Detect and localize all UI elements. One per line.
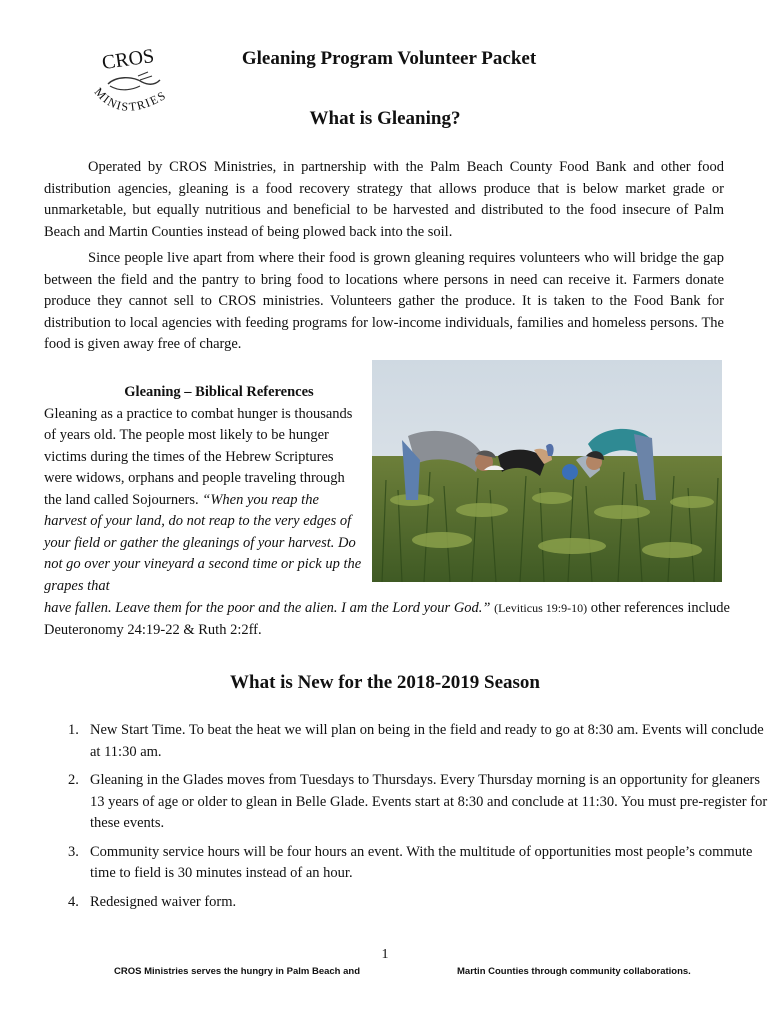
biblical-references-heading: Gleaning – Biblical References <box>124 384 314 400</box>
paragraph-intro: Operated by CROS Ministries, in partnership with the Palm Beach County Food Bank and other food distribution agencies, gleaning is a food recovery strategy that allows produce that is below market grade or unmarketable, but equally nutritious and beneficial to be harvested and distributed to the food insecure of Palm Beach and Martin Counties instead of being plowed back into the soil. <box>44 159 724 240</box>
paragraph-volunteers: Since people live apart from where their food is grown gleaning requires volunteers who will bridge the gap between the field and the pantry to bring food to locations where persons in need can receive it. Farmers donate produce they cannot sell to CROS ministries. Volunteers gather the produce. It is taken to the Food Bank for distribution to local agencies with feeding programs for low-income individuals, families and homeless persons. The food is given away free of charge. <box>44 250 724 352</box>
leviticus-citation: (Leviticus 19:9-10) <box>494 601 588 615</box>
list-item: 4. Redesigned waiver form. <box>68 893 237 910</box>
logo-hands-icon <box>108 78 160 84</box>
leviticus-quote-part2: have fallen. Leave them for the poor and the alien. I am the Lord your God.” <box>44 600 491 616</box>
list-item: 3. Community service hours will be four hours an event. With the multitude of opportunities most people’s commute time to field is 30 minutes instead of an hour. <box>68 843 753 881</box>
list-item: 1. New Start Time. To beat the heat we will plan on being in the field and ready to go at 8:30 am. Events will conclude at 11:30 am. <box>68 722 764 760</box>
whats-new-list <box>44 720 770 920</box>
list-item: 2. Gleaning in the Glades moves from Tuesdays to Thursdays. Every Thursday morning is an opportunity for gleaners 13 years of age or older to glean in Belle Glade. Events start at 8:30 and conclude at 11:30. You must pre-register for these events. <box>68 772 768 831</box>
biblical-quote-continuation <box>44 598 734 641</box>
logo-cros-text: CROS <box>100 45 156 75</box>
section-heading-whats-new: What is New for the 2018-2019 Season <box>230 672 540 693</box>
page-number: 1 <box>381 947 389 962</box>
gleaners-field-photo <box>372 360 722 582</box>
logo-ministries-text: MINISTRIES <box>91 84 169 114</box>
footer-left: CROS Ministries serves the hungry in Palm Beach and <box>114 966 361 977</box>
footer-right: Martin Counties through community collaborations. <box>457 966 691 977</box>
biblical-references <box>44 382 364 597</box>
other-references: other references include Deuteronomy 24:19-22 & Ruth 2:2ff. <box>44 600 730 638</box>
biblical-references-body: Gleaning as a practice to combat hunger is thousands of years old. The people most likely to be hunger victims during the times of the Hebrew Scriptures were widows, orphans and people traveling through the land called Sojourners. <box>44 405 353 508</box>
page-title: Gleaning Program Volunteer Packet <box>241 48 537 69</box>
section-heading-what-is-gleaning: What is Gleaning? <box>309 108 461 129</box>
leviticus-quote-part1: “When you reap the harvest of your land, do not reap to the very edges of your field or gather the gleanings of your harvest. Do not go over your vineyard a second time or pick up the grapes that <box>44 491 362 594</box>
